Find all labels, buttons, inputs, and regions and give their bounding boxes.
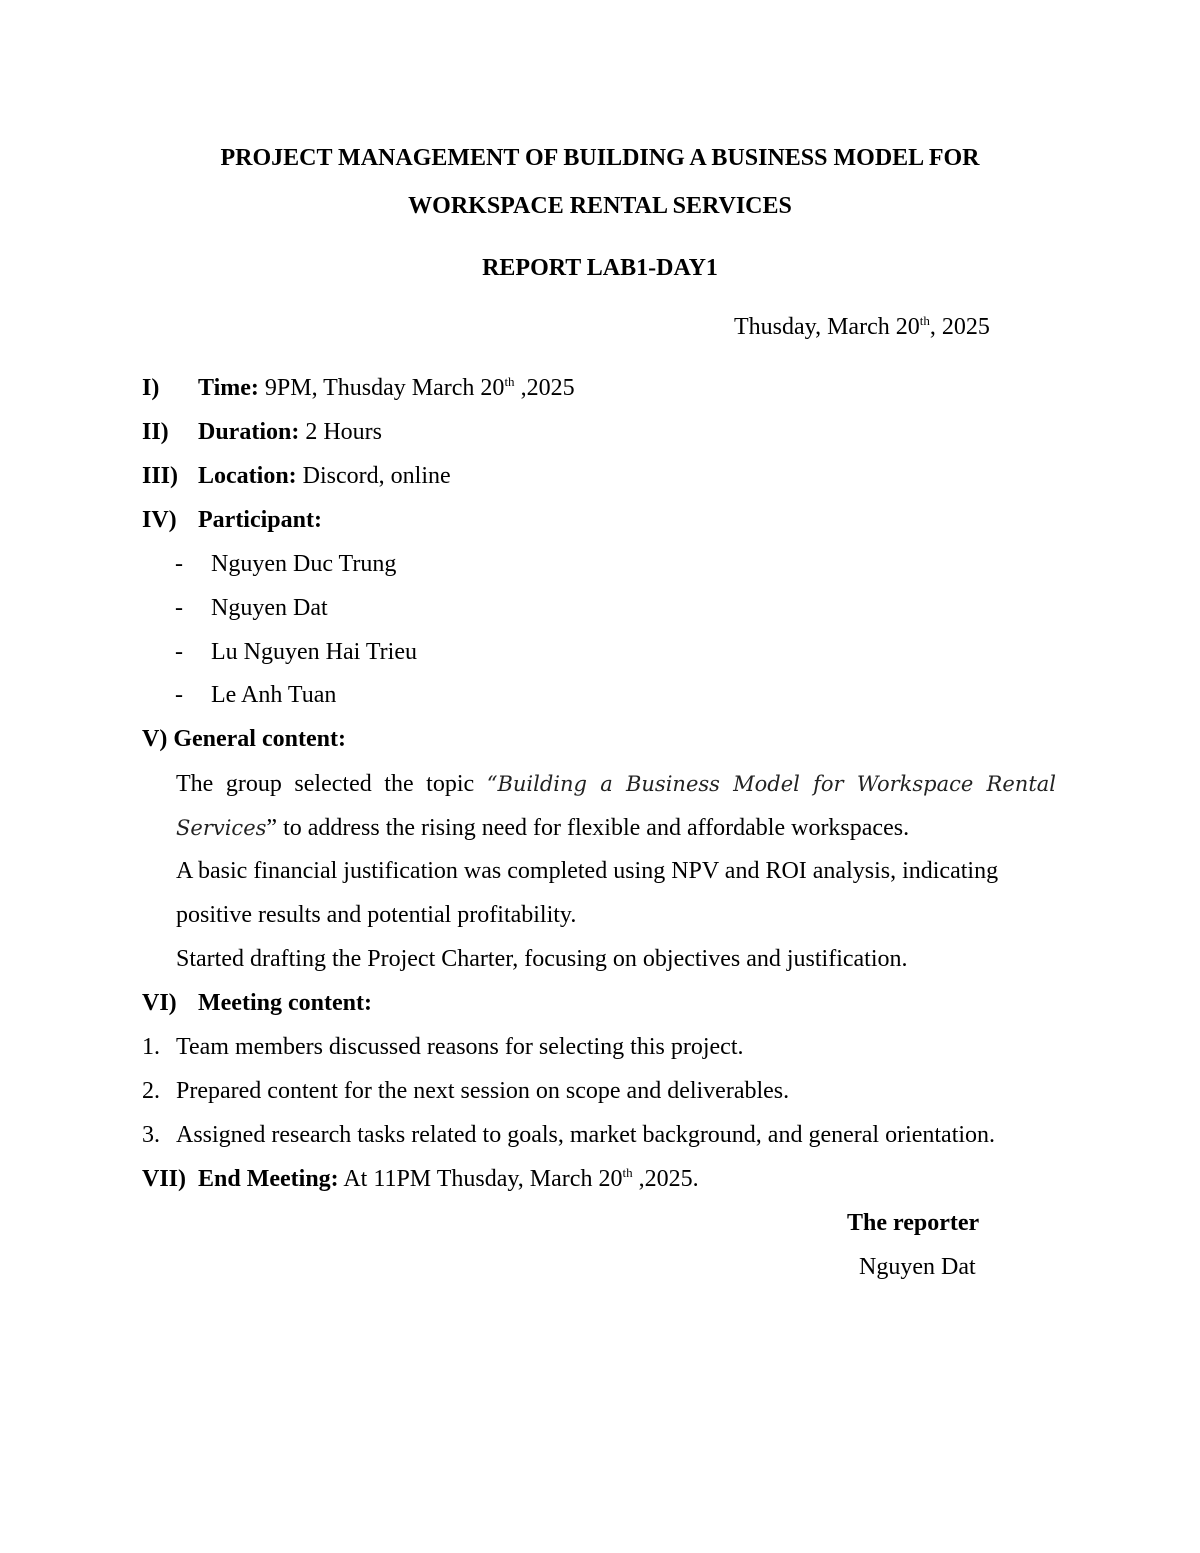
document-title-line-2: WORKSPACE RENTAL SERVICES — [408, 193, 792, 219]
section-time: Time: 9PM, Thusday March 20th ,2025 — [198, 374, 575, 401]
general-paragraph-1-line-1: The group selected the topic “Building a Business Model for Workspace Rental — [176, 771, 1056, 797]
section-numeral-location: III) — [142, 463, 179, 489]
participant-bullet: - — [175, 639, 183, 665]
report-date: Thusday, March 20th, 2025 — [734, 313, 990, 340]
general-paragraph-2-line-1: A basic financial justification was completed using NPV and ROI analysis, indicating — [176, 858, 999, 884]
section-location: Location: Discord, online — [198, 463, 451, 489]
document-title-line-1: PROJECT MANAGEMENT OF BUILDING A BUSINESS MODEL FOR — [220, 145, 980, 171]
section-numeral-time: I) — [142, 375, 160, 401]
list-item-number: 1. — [142, 1034, 160, 1060]
signature-title: The reporter — [847, 1210, 980, 1236]
list-item-number: 2. — [142, 1078, 160, 1104]
participant-bullet: - — [175, 682, 183, 708]
section-end-meeting: End Meeting: At 11PM Thusday, March 20th ,2025. — [198, 1165, 699, 1192]
list-item-number: 3. — [142, 1122, 160, 1148]
participant-bullet: - — [175, 595, 183, 621]
section-numeral-meeting: VI) — [142, 990, 177, 1016]
section-participant-label: Participant: — [198, 507, 322, 533]
general-paragraph-1-line-2: Services” to address the rising need for flexible and affordable workspaces. — [176, 815, 910, 841]
general-paragraph-3: Started drafting the Project Charter, focusing on objectives and justification. — [176, 946, 908, 972]
participant-name: Nguyen Duc Trung — [211, 551, 397, 577]
general-paragraph-2-line-2: positive results and potential profitability. — [176, 902, 577, 928]
list-item: Team members discussed reasons for selecting this project. — [176, 1034, 744, 1060]
signature-name: Nguyen Dat — [859, 1254, 976, 1280]
section-numeral-duration: II) — [142, 419, 169, 445]
report-subtitle: REPORT LAB1-DAY1 — [482, 255, 718, 281]
participant-name: Lu Nguyen Hai Trieu — [211, 639, 417, 665]
list-item: Prepared content for the next session on scope and deliverables. — [176, 1078, 790, 1104]
participant-name: Nguyen Dat — [211, 595, 328, 621]
topic-title: “Building a Business Model for Workspace Rental — [486, 772, 1056, 796]
section-numeral-end: VII) — [142, 1166, 187, 1192]
participant-name: Le Anh Tuan — [211, 682, 337, 708]
section-duration: Duration: 2 Hours — [198, 419, 383, 445]
section-meeting-label: Meeting content: — [198, 990, 372, 1016]
list-item: Assigned research tasks related to goals, market background, and general orientation. — [176, 1122, 996, 1148]
section-general-heading: V) General content: — [142, 726, 346, 752]
section-numeral-participant: IV) — [142, 507, 177, 533]
participant-bullet: - — [175, 551, 183, 577]
